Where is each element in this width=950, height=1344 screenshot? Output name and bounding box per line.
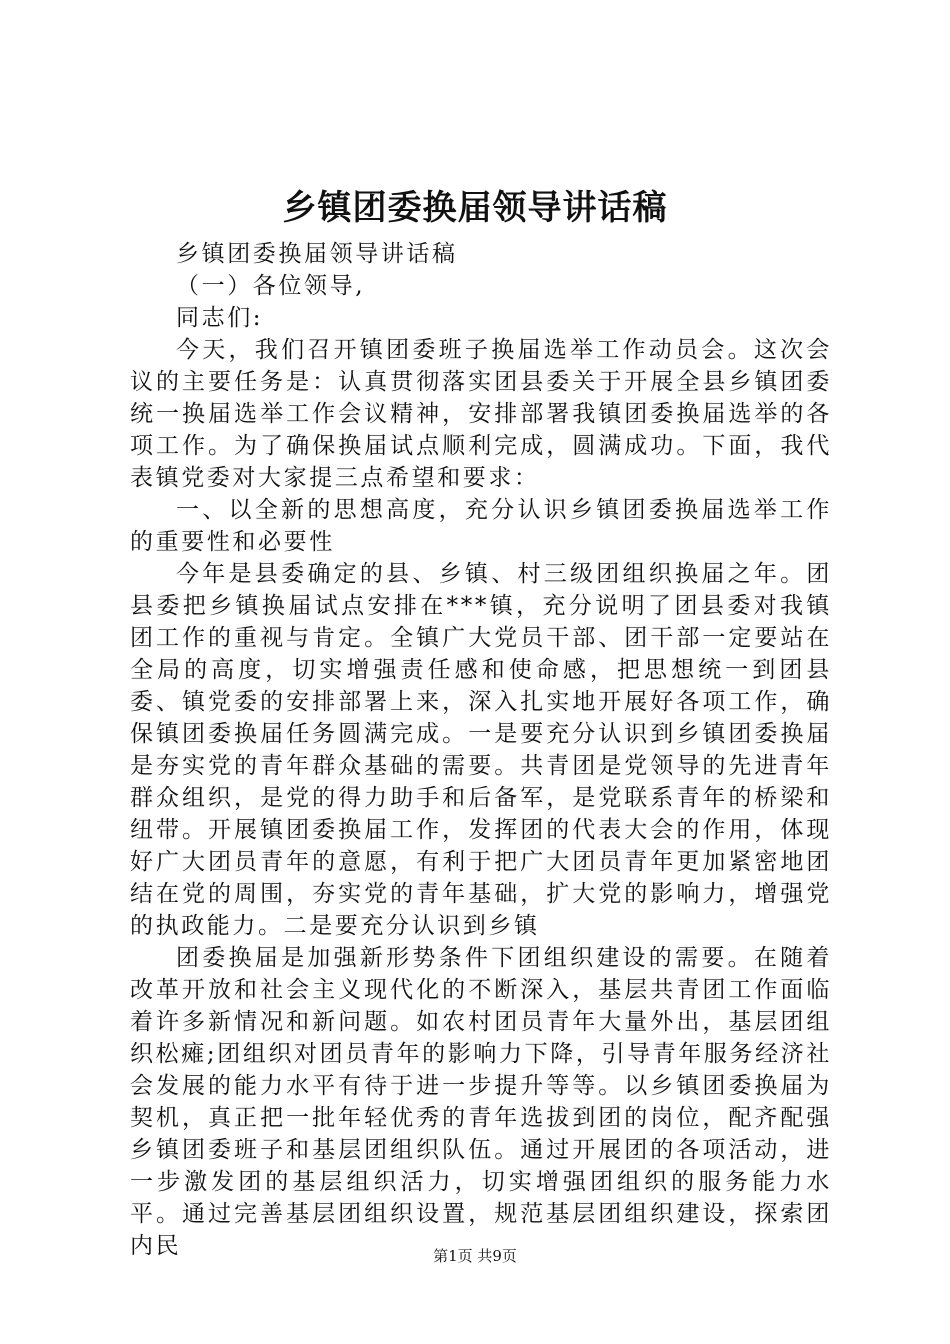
paragraph-subtitle: 乡镇团委换届领导讲话稿 <box>176 241 458 267</box>
page-number: 第1页 共9页 <box>433 1247 517 1265</box>
paragraph-salutation-1: （一）各位领导, <box>176 273 366 299</box>
paragraph-intro: 今天，我们召开镇团委班子换届选举工作动员会。这次会议的主要任务是：认真贯彻落实团县委关于开展全县乡镇团委统一换届选举工作会议精神，安排部署我镇团委换届选举的各项工作。为了确保换届试点顺利完成，圆满成功。下面，我代表镇党委对大家提三点希望和要求： <box>130 337 832 491</box>
paragraph-heading-1: 一、以全新的思想高度，充分认识乡镇团委换届选举工作的重要性和必要性 <box>130 497 832 555</box>
paragraph-salutation-2: 同志们: <box>176 305 264 331</box>
document-body <box>130 238 832 1262</box>
paragraph-body-1: 今年是县委确定的县、乡镇、村三级团组织换届之年。团县委把乡镇换届试点安排在***镇，充分说明了团县委对我镇团工作的重视与肯定。全镇广大党员干部、团干部一定要站在全局的高度，切实增强责任感和使命感，把思想统一到团县委、镇党委的安排部署上来，深入扎实地开展好各项工作，确保镇团委换届任务圆满完成。一是要充分认识到乡镇团委换届是夯实党的青年群众基础的需要。共青团是党领导的先进青年群众组织，是党的得力助手和后备军，是党联系青年的桥梁和纽带。开展镇团委换届工作，发挥团的代表大会的作用，体现好广大团员青年的意愿，有利于把广大团员青年更加紧密地团结在党的周围，夯实党的青年基础，扩大党的影响力，增强党的执政能力。二是要充分认识到乡镇 <box>130 561 832 939</box>
paragraph-body-2: 团委换届是加强新形势条件下团组织建设的需要。在随着改革开放和社会主义现代化的不断深入，基层共青团工作面临着许多新情况和新问题。如农村团员青年大量外出，基层团组织松瘫;团组织对团员青年的影响力下降，引导青年服务经济社会发展的能力水平有待于进一步提升等等。以乡镇团委换届为契机，真正把一批年轻优秀的青年选拔到团的岗位，配齐配强乡镇团委班子和基层团组织队伍。通过开展团的各项活动，进一步激发团的基层组织活力，切实增强团组织的服务能力水平。通过完善基层团组织设置，规范基层团组织建设，探索团内民 <box>130 945 832 1259</box>
document-title: 乡镇团委换届领导讲话稿 <box>282 188 668 228</box>
